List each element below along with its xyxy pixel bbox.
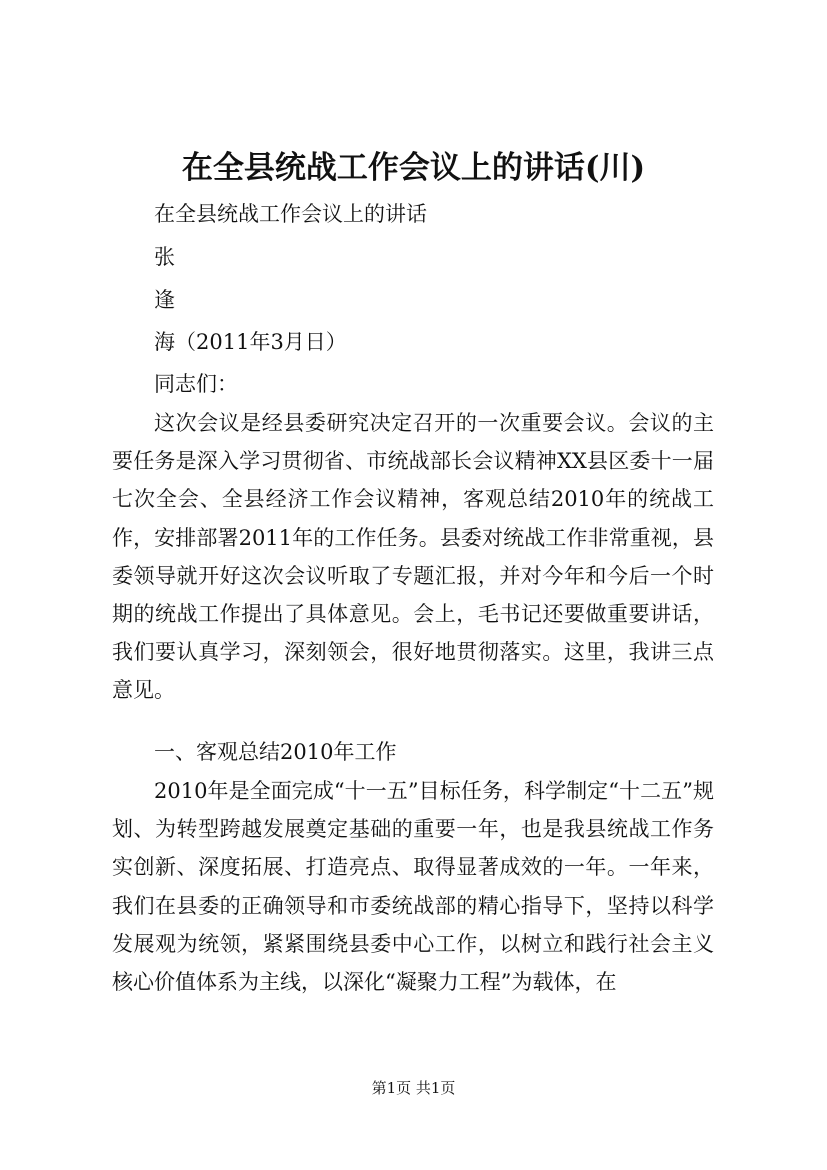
document-subtitle: 在全县统战工作会议上的讲话 [154,202,427,226]
speaker-name-char-2: 逢 [154,288,175,312]
page-footer: 第1页 共1页 [371,1079,456,1097]
speaker-name-char-1: 张 [154,245,175,269]
document-title: 在全县统战工作会议上的讲话(川) [181,150,646,186]
salutation: 同志们： [154,372,238,396]
speaker-date-line: 海（2011年3月日） [154,330,347,354]
paragraph-intro: 这次会议是经县委研究决定召开的一次重要会议。会议的主要任务是深入学习贯彻省、市统战部长会议精神XX县区委十一届七次全会、全县经济工作会议精神，客观总结2010年的统战工作，安排部署2011年的工作任务。县委对统战工作非常重视，县委领导就开好这次会议听取了专题汇报，并对今年和今后一个时期的统战工作提出了具体意见。会上，毛书记还要做重要讲话，我们要认真学习，深刻领会，很好地贯彻落实。这里，我讲三点意见。 [112,411,714,703]
section-heading-1: 一、客观总结2010年工作 [154,740,397,764]
paragraph-review: 2010年是全面完成“十一五”目标任务，科学制定“十二五”规划、为转型跨越发展奠定基础的重要一年，也是我县统战工作务实创新、深度拓展、打造亮点、取得显著成效的一年。一年来，我们在县委的正确领导和市委统战部的精心指导下，坚持以科学发展观为统领，紧紧围绕县委中心工作，以树立和践行社会主义核心价值体系为主线，以深化“凝聚力工程”为载体，在 [112,779,714,995]
